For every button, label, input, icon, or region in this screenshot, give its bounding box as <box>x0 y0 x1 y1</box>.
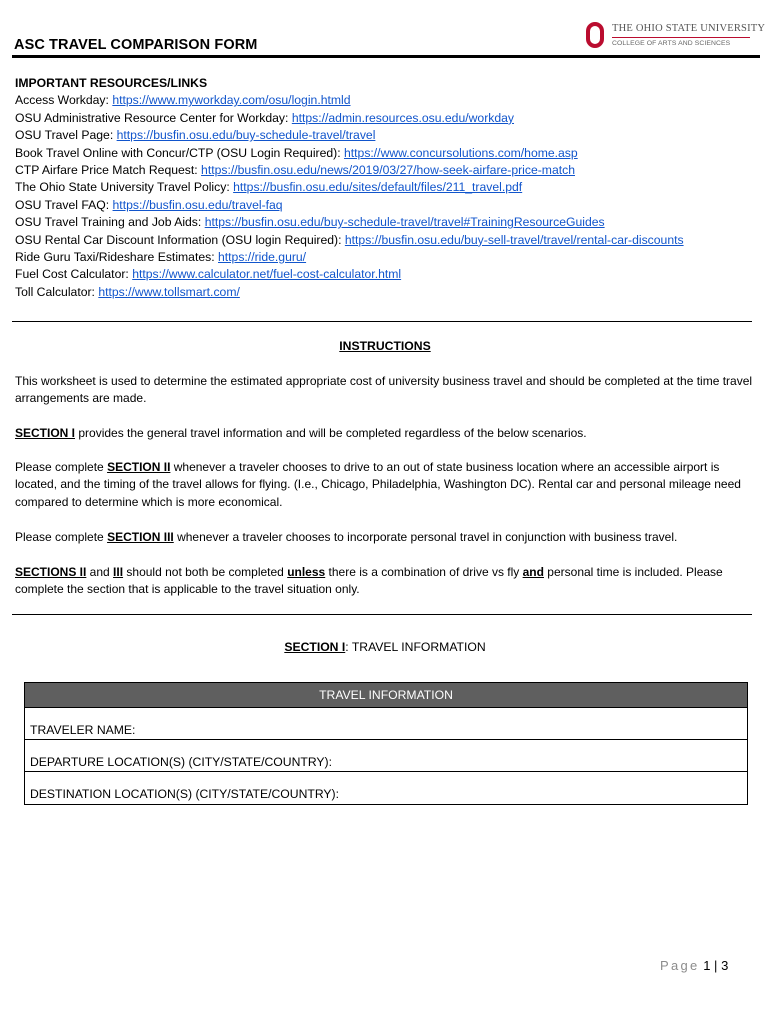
resource-label: Ride Guru Taxi/Rideshare Estimates: <box>15 250 218 265</box>
resource-link[interactable]: https://www.myworkday.com/osu/login.htmld <box>112 93 351 108</box>
resource-link[interactable]: https://ride.guru/ <box>218 250 307 265</box>
section-divider <box>12 321 752 322</box>
resource-item <box>15 214 684 231</box>
resource-item <box>15 197 684 214</box>
emphasis: and <box>522 565 544 579</box>
resource-link[interactable]: https://busfin.osu.edu/buy-schedule-travel/travel <box>116 128 376 143</box>
destination-location-field[interactable]: DESTINATION LOCATION(S) (CITY/STATE/COUNTRY): <box>30 787 339 801</box>
form-title: ASC TRAVEL COMPARISON FORM <box>14 37 258 53</box>
resource-label: Fuel Cost Calculator: <box>15 267 133 282</box>
paragraph-text: Please complete <box>15 530 108 544</box>
page-number <box>660 958 728 973</box>
page-total: 3 <box>721 958 729 973</box>
page-current: 1 <box>703 958 711 973</box>
resource-link[interactable]: https://busfin.osu.edu/news/2019/03/27/how-seek-airfare-price-match <box>201 163 575 178</box>
departure-location-field[interactable]: DEPARTURE LOCATION(S) (CITY/STATE/COUNTRY): <box>25 740 747 772</box>
paragraph-text: Please complete <box>15 460 108 474</box>
resource-link[interactable]: https://www.calculator.net/fuel-cost-calculator.html <box>132 267 402 282</box>
paragraph-text: personal time is included. Please complete the section that is applicable to the travel situation only. <box>15 565 723 597</box>
section-ref: SECTION I <box>284 640 346 654</box>
traveler-name-field[interactable]: TRAVELER NAME: <box>25 708 747 740</box>
paragraph-text: provides the general travel information and will be completed regardless of the below scenarios. <box>75 426 587 440</box>
paragraph-text: whenever a traveler chooses to drive to an out of state business location where an accessible airport is located, and the timing of the travel allows for flying. (I.e., Chicago, Philadelphia, Washington DC). Rental car and personal mileage need compared to determine which is more economical. <box>15 460 741 509</box>
resources-section <box>15 75 684 301</box>
resource-link[interactable]: https://busfin.osu.edu/sites/default/files/211_travel.pdf <box>233 180 523 195</box>
instructions-paragraph <box>15 529 755 546</box>
resource-item <box>15 179 684 196</box>
resource-item <box>15 110 684 127</box>
resource-label: Toll Calculator: <box>15 284 99 299</box>
paragraph-text: there is a combination of drive vs fly <box>325 565 523 579</box>
resource-item <box>15 162 684 179</box>
resource-item <box>15 232 684 249</box>
logo-college-name: COLLEGE OF ARTS AND SCIENCES <box>612 40 731 47</box>
resource-item <box>15 92 684 109</box>
resource-link[interactable]: https://busfin.osu.edu/travel-faq <box>112 197 283 212</box>
osu-logo <box>586 22 766 52</box>
resource-item <box>15 127 684 144</box>
section-ref: SECTION II <box>107 460 171 474</box>
instructions-heading: INSTRUCTIONS <box>339 339 431 353</box>
resource-label: OSU Travel Page: <box>15 128 117 143</box>
resource-label: OSU Administrative Resource Center for Workday: <box>15 110 292 125</box>
block-o-icon <box>586 22 604 48</box>
resource-item <box>15 284 684 301</box>
resource-item <box>15 249 684 266</box>
paragraph-text: whenever a traveler chooses to incorporate personal travel in conjunction with business travel. <box>173 530 678 544</box>
resource-item <box>15 145 684 162</box>
section-divider <box>12 614 752 615</box>
resource-label: The Ohio State University Travel Policy: <box>15 180 234 195</box>
table-header: TRAVEL INFORMATION <box>25 683 747 708</box>
resource-label: CTP Airfare Price Match Request: <box>15 163 202 178</box>
instructions-paragraph <box>15 459 755 511</box>
title-rule <box>12 55 760 58</box>
instructions-paragraph: This worksheet is used to determine the estimated appropriate cost of university business travel and should be completed at the time travel arrangements are made. <box>15 374 753 406</box>
instructions-paragraph <box>15 425 755 442</box>
resource-link[interactable]: https://www.tollsmart.com/ <box>98 284 240 299</box>
section-ref: SECTION I <box>15 426 76 440</box>
travel-info-table <box>24 682 748 805</box>
section-ref: III <box>113 565 124 579</box>
section-ref: SECTION III <box>107 530 174 544</box>
paragraph-text: should not both be completed <box>123 565 288 579</box>
resource-item <box>15 266 684 283</box>
resource-label: OSU Rental Car Discount Information (OSU login Required): <box>15 232 345 247</box>
instructions-paragraph <box>15 564 755 599</box>
resources-heading: IMPORTANT RESOURCES/LINKS <box>15 76 208 90</box>
section1-heading <box>0 640 770 654</box>
resource-link[interactable]: https://admin.resources.osu.edu/workday <box>291 110 515 125</box>
paragraph-text: and <box>86 565 114 579</box>
resource-label: Access Workday: <box>15 93 113 108</box>
section-heading-text: : TRAVEL INFORMATION <box>345 640 486 654</box>
resource-label: OSU Travel Training and Job Aids: <box>15 215 205 230</box>
section-ref: SECTIONS II <box>15 565 87 579</box>
resource-label: Book Travel Online with Concur/CTP (OSU Login Required): <box>15 145 344 160</box>
page-label: Page <box>660 958 700 973</box>
emphasis: unless <box>287 565 326 579</box>
logo-divider <box>612 37 750 38</box>
resource-link[interactable]: https://www.concursolutions.com/home.asp <box>343 145 578 160</box>
resource-link[interactable]: https://busfin.osu.edu/buy-sell-travel/travel/rental-car-discounts <box>344 232 684 247</box>
resource-label: OSU Travel FAQ: <box>15 197 113 212</box>
page-separator: | <box>714 958 718 973</box>
resource-link[interactable]: https://busfin.osu.edu/buy-schedule-travel/travel#TrainingResourceGuides <box>204 215 605 230</box>
logo-university-name: THE OHIO STATE UNIVERSITY <box>612 23 766 34</box>
